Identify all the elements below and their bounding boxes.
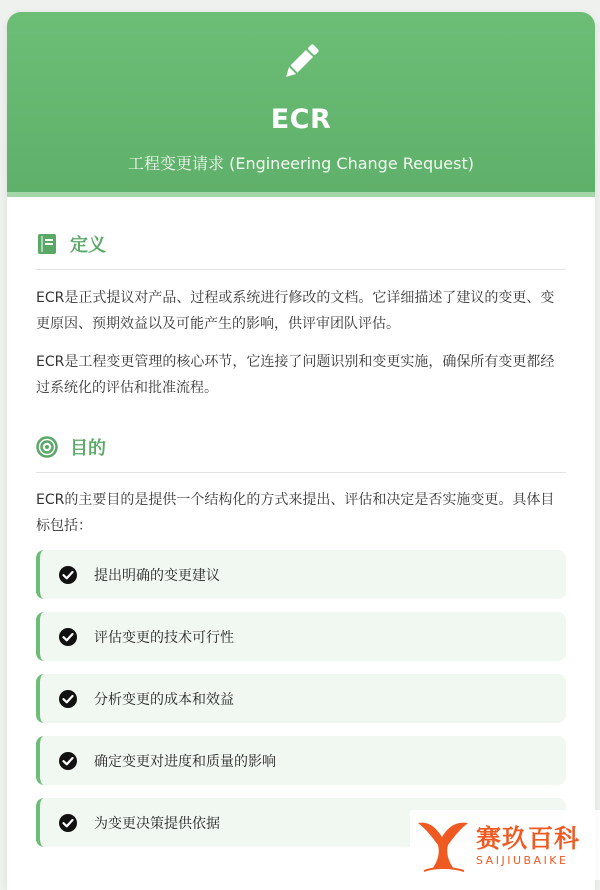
goal-text: 为变更决策提供依据 bbox=[94, 815, 220, 832]
definition-header bbox=[36, 231, 566, 270]
purpose-heading: 目的 bbox=[70, 438, 106, 459]
check-circle-icon bbox=[58, 627, 78, 647]
goal-item bbox=[36, 612, 566, 661]
target-icon bbox=[36, 436, 58, 458]
whale-tail-logo bbox=[414, 815, 472, 875]
page-subtitle: 工程变更请求 (Engineering Change Request) bbox=[128, 154, 474, 173]
check-circle-icon bbox=[58, 813, 78, 833]
book-icon bbox=[36, 233, 58, 255]
pencil-icon bbox=[279, 40, 323, 84]
goal-text: 分析变更的成本和效益 bbox=[94, 691, 234, 708]
goal-text: 提出明确的变更建议 bbox=[94, 567, 220, 584]
definition-paragraph-2: ECR是工程变更管理的核心环节，它连接了问题识别和变更实施，确保所有变更都经过系统化的评估和批准流程。 bbox=[36, 354, 555, 396]
goal-text: 确定变更对进度和质量的影响 bbox=[94, 753, 276, 770]
check-circle-icon bbox=[58, 751, 78, 771]
watermark-en: SAIJIUBAIKE bbox=[476, 853, 569, 867]
content-area bbox=[7, 231, 595, 847]
check-circle-icon bbox=[58, 565, 78, 585]
page-title: ECR bbox=[270, 104, 332, 135]
definition-paragraph-1: ECR是正式提议对产品、过程或系统进行修改的文档。它详细描述了建议的变更、变更原因、预期效益以及可能产生的影响，供评审团队评估。 bbox=[36, 290, 555, 332]
check-circle-icon bbox=[58, 689, 78, 709]
watermark-cn: 赛玖百科 bbox=[476, 823, 581, 853]
goal-item bbox=[36, 736, 566, 785]
goal-item bbox=[36, 550, 566, 599]
purpose-header bbox=[36, 434, 566, 473]
ecr-card bbox=[7, 12, 595, 890]
purpose-intro: ECR的主要目的是提供一个结构化的方式来提出、评估和决定是否实施变更。具体目标包括： bbox=[36, 492, 555, 534]
goal-item bbox=[36, 674, 566, 723]
watermark-text bbox=[476, 824, 580, 867]
header-banner bbox=[7, 12, 595, 197]
goal-list bbox=[36, 550, 566, 847]
goal-text: 评估变更的技术可行性 bbox=[94, 629, 234, 646]
definition-heading: 定义 bbox=[70, 235, 106, 256]
watermark bbox=[410, 810, 600, 880]
